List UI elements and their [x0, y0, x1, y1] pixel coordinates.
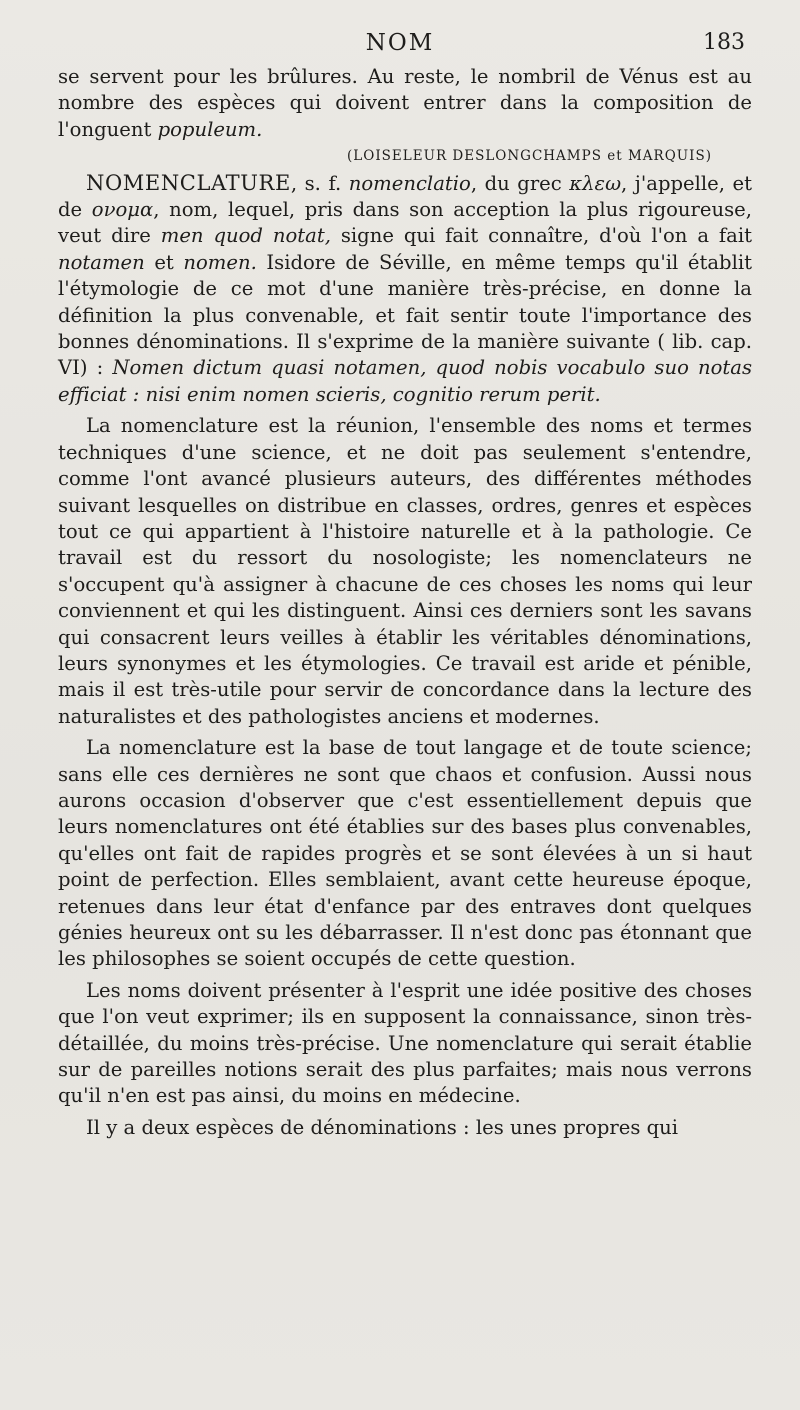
previous-article-end [58, 64, 752, 143]
greek-word: ονομα [91, 198, 154, 222]
attribution: (LOISELEUR DESLONGCHAMPS et MARQUIS) [347, 148, 712, 165]
italic-run: nomenclatio [348, 171, 471, 195]
page-body [58, 64, 752, 1141]
article-paragraph-3: La nomenclature est la base de tout langage et de toute science; sans elle ces dernières ne sont que chaos et confusion. Aussi nous aurons occasion d'observer que c'est essentiellement depuis que leurs nomenclatures ont été établies sur des bases plus convenables, qu'elles ont fait de rapides progrès et se sont élevées à un si haut point de perfection. Elles semblaient, avant cette heureuse époque, retenues dans leur état d'enfance par des entraves dont quelques génies heureux ont su les débarrasser. Il n'est donc pas étonnant que les philosophes se soient occupés de cette question. [58, 736, 752, 971]
text-run: Isidore de Séville, en même temps qu'il établit l'étymologie de ce mot d'une manière très-précise, en donne la définition la plus convenable, et fait sentir toute l'importance des bonnes dénominations. Il s'exprime de la manière suivante ( lib. cap. VI) : [58, 250, 752, 380]
italic-run: men quod notat, [160, 224, 331, 248]
headword: NOMENCLATURE [86, 170, 291, 195]
text-run: , du grec [470, 171, 570, 195]
previous-article-text: se servent pour les brûlures. Au reste, le nombril de Vénus est au nombre des espèces qui doivent entrer dans la composition de l'onguent [58, 65, 752, 141]
italic-run: nomen. [183, 250, 257, 274]
article-paragraph-5: Il y a deux espèces de dénominations : les unes propres qui [86, 1115, 679, 1139]
text-run: signe qui fait connaître, d'où l'on a fait [330, 224, 752, 248]
article-paragraph-4: Les noms doivent présenter à l'esprit une idée positive des choses que l'on veut exprimer; ils en supposent la connaissance, sinon très-détaillée, du moins très-précise. Une nomenclature qui serait établie sur de pareilles notions serait des plus parfaites; mais nous verrons qu'il n'en est pas ainsi, du moins en médecine. [58, 978, 752, 1108]
text-run: et [144, 250, 184, 274]
article-paragraph-1 [58, 170, 752, 409]
italic-run: notamen [58, 250, 145, 274]
latin-quote: Nomen dictum quasi notamen, quod nobis vocabulo suo notas efficiat : nisi enim nomen scieris, cognitio rerum perit. [58, 356, 752, 406]
page-header [55, 30, 745, 64]
text-run: , s. f. [290, 171, 349, 195]
text-run: , j'appelle, et de [58, 171, 752, 222]
previous-article-italic: populeum. [157, 117, 263, 141]
article-paragraph-2: La nomenclature est la réunion, l'ensemble des noms et termes techniques d'une science, et ne doit pas seulement s'entendre, comme l'ont avancé plusieurs auteurs, des différentes méthodes suivant lesquelles on distribue en classes, ordres, genres et espèces tout ce qui appartient à l'histoire naturelle et à la pathologie. Ce travail est du ressort du nosologiste; les nomenclateurs ne s'occupent qu'à assigner à chacune de ces choses les noms qui leur conviennent et qui les distinguent. Ainsi ces derniers sont les savans qui consacrent leurs veilles à établir les véritables dénominations, leurs synonymes et les étymologies. Ce travail est aride et pénible, mais il est très-utile pour servir de concordance dans la lecture des naturalistes et des pathologistes anciens et modernes. [58, 414, 752, 728]
text-run: , nom, lequel, pris dans son acception la plus rigoureuse, veut dire [58, 198, 752, 248]
greek-word: κλεω [569, 171, 622, 195]
page-number: 183 [703, 30, 745, 55]
running-head: NOM [365, 30, 435, 56]
